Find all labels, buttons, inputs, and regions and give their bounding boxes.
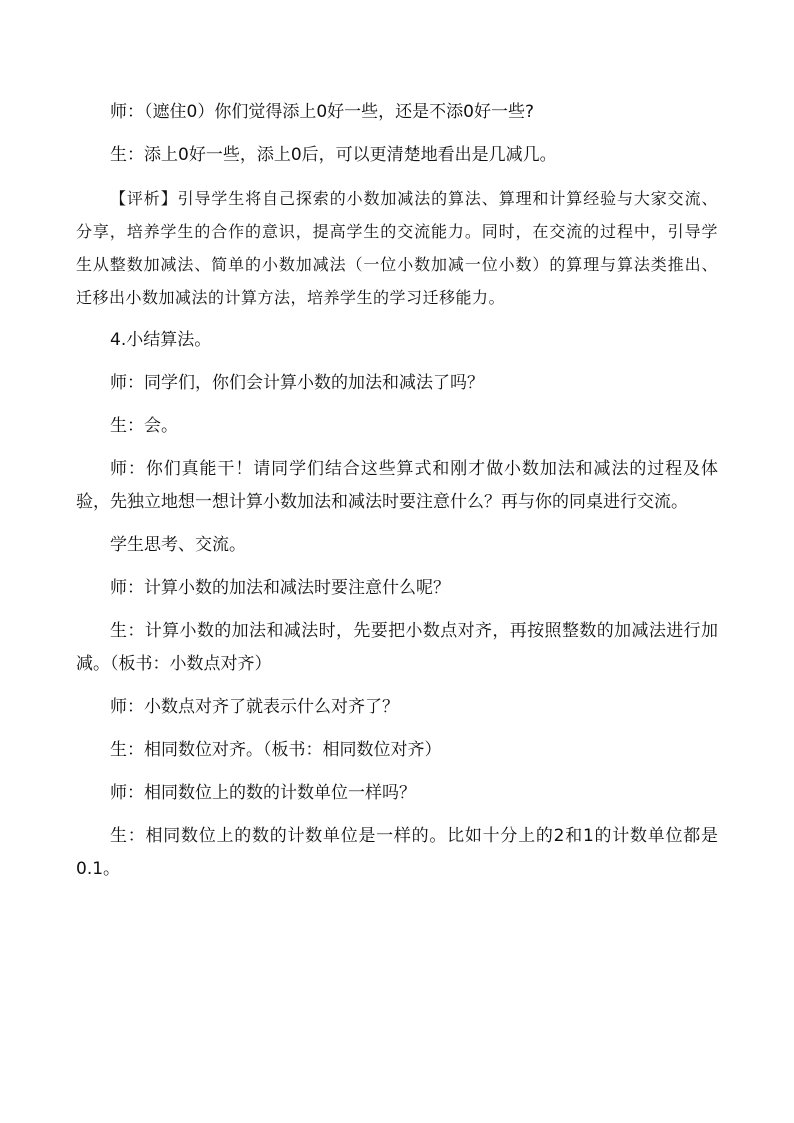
paragraph-student-unit-same: 生：相同数位上的数的计数单位是一样的。比如十分上的2和1的计数单位都是0.1。	[76, 826, 718, 879]
paragraph-teacher-ask-can-calculate: 师：同学们，你们会计算小数的加法和减法了吗？	[110, 373, 484, 393]
paragraph-students-discuss: 学生思考、交流。	[110, 535, 246, 555]
paragraph-teacher-ask-unit: 师：相同数位上的数的计数单位一样吗？	[110, 783, 416, 803]
paragraph-student-align-decimal: 生：计算小数的加法和减法时，先要把小数点对齐，再按照整数的加减法进行加减。（板书：小数点对齐）	[76, 621, 718, 674]
paragraph-teacher-ask-what-aligned: 师：小数点对齐了就表示什么对齐了？	[110, 697, 399, 717]
paragraph-student-reply-yes: 生：会。	[110, 416, 178, 436]
paragraph-commentary: 【评析】引导学生将自己探索的小数加减法的算法、算理和计算经验与大家交流、分享，培养学生的合作的意识，提高学生的交流能力。同时，在交流的过程中，引导学生从整数加减法、简单的小数加减法（一位小数加减一位小数）的算理与算法类推出、迁移出小数加减法的计算方法，培养学生的学习迁移能力。	[76, 189, 718, 307]
paragraph-teacher-question-zero: 师：（遮住0）你们觉得添上0好一些，还是不添0好一些?	[110, 102, 534, 122]
paragraph-teacher-ask-attention: 师：计算小数的加法和减法时要注意什么呢？	[110, 578, 450, 598]
paragraph-student-same-digit: 生：相同数位对齐。（板书：相同数位对齐）	[110, 740, 442, 760]
document-body	[76, 96, 718, 896]
paragraph-section-heading: 4.小结算法。	[110, 330, 212, 350]
paragraph-teacher-instruction: 师：你们真能干！请同学们结合这些算式和刚才做小数加法和减法的过程及体验，先独立地想一想计算小数加法和减法时要注意什么？再与你的同桌进行交流。	[76, 459, 718, 512]
paragraph-student-answer-zero: 生：添上0好一些，添上0后，可以更清楚地看出是几减几。	[110, 145, 557, 165]
